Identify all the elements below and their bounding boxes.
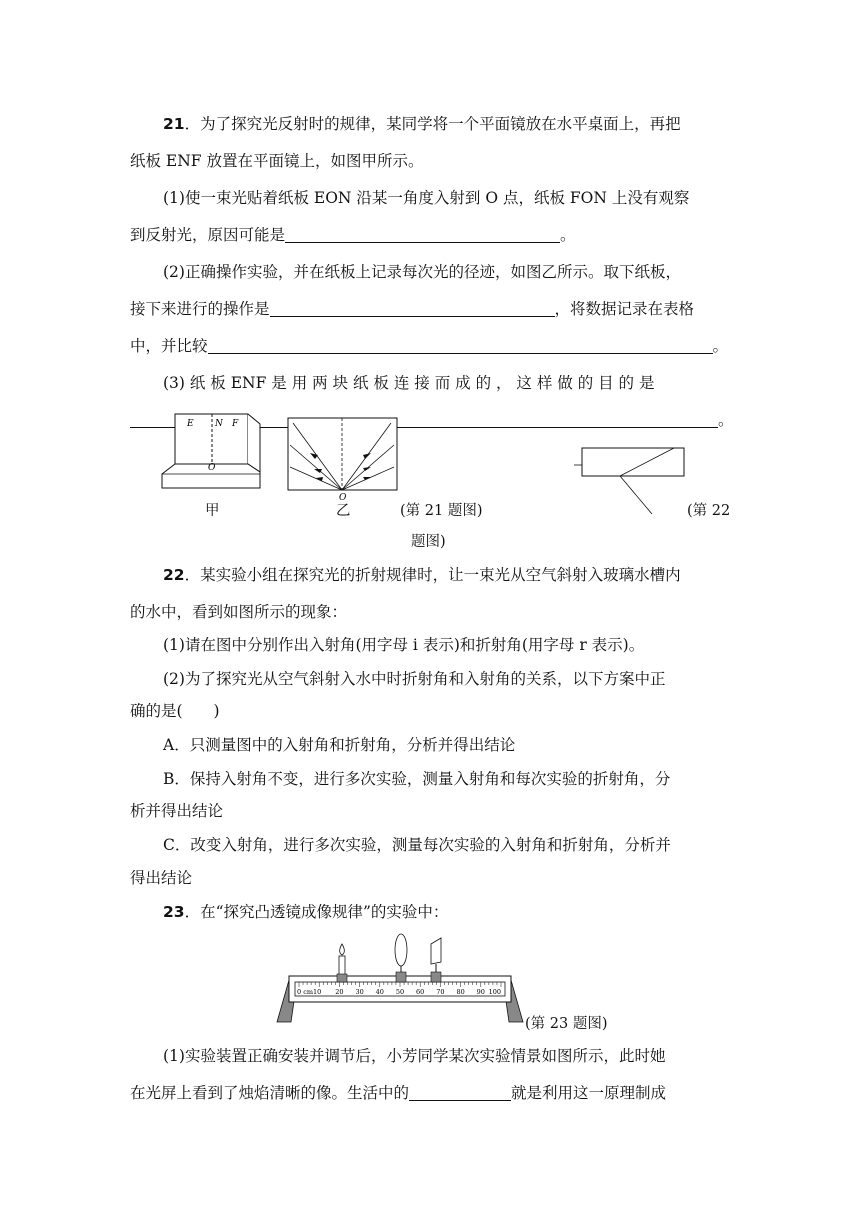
- q22-option-c-line1: C．改变入射角，进行多次实验，测量每次实验的入射角和折射角，分析并: [163, 836, 671, 854]
- q21-part2-line3: 中，并比较 。: [130, 337, 729, 355]
- fig-label-N: N: [215, 419, 223, 429]
- q23-stem: 23．在“探究凸透镜成像规律”的实验中：: [163, 903, 449, 921]
- q22-stem-line2: 的水中，看到如图所示的现象：: [130, 603, 348, 621]
- q21-number: 21: [163, 115, 185, 133]
- q21-stem-line1: 21．为了探究光反射时的规律，某同学将一个平面镜放在水平桌面上，再把: [163, 115, 681, 133]
- fig-label-E: E: [187, 419, 194, 429]
- light-screen: [431, 938, 441, 982]
- fig-21-label-jia: 甲: [205, 503, 220, 519]
- q21-blank-3[interactable]: [208, 335, 713, 354]
- figure-23-optical-bench: [275, 932, 525, 1027]
- fig-label-O-yi: O: [339, 493, 347, 503]
- q21-part1-line1: (1)使一束光贴着纸板 EON 沿某一角度入射到 O 点，纸板 FON 上没有观察: [163, 189, 690, 207]
- q22-number: 22: [163, 566, 185, 584]
- q23-part1-line1: (1)实验装置正确安装并调节后，小芳同学某次实验情景如图所示，此时她: [163, 1047, 666, 1065]
- q23-part1-line2: 在光屏上看到了烛焰清晰的像。生活中的 就是利用这一原理制成: [130, 1084, 667, 1102]
- convex-lens: [395, 934, 407, 982]
- q22-option-b-line1: B．保持入射角不变，进行多次实验，测量入射角和每次实验的折射角，分: [163, 770, 671, 788]
- q22-option-b-line2: 析并得出结论: [130, 802, 224, 820]
- candle: [337, 944, 347, 982]
- fig-22-caption-b: 题图): [411, 534, 446, 550]
- figure-22: [570, 440, 690, 518]
- fig-label-F: F: [232, 419, 239, 429]
- ruler-label: 20: [335, 988, 344, 996]
- q22-option-c-line2: 得出结论: [130, 869, 193, 887]
- ruler-label: 100: [488, 988, 501, 996]
- ruler-label: 70: [436, 988, 445, 996]
- q23-number: 23: [163, 903, 185, 921]
- ruler-label: 80: [456, 988, 465, 996]
- fig-22-caption-a: (第 22: [687, 503, 731, 519]
- fig-23-caption: (第 23 题图): [525, 1016, 608, 1032]
- q21-part2-line2: 接下来进行的操作是 ，将数据记录在表格: [130, 300, 695, 318]
- figure-21-yi: [285, 415, 403, 503]
- q22-stem-line1: 22．某实验小组在探究光的折射规律时，让一束光从空气斜射入玻璃水槽内: [163, 566, 681, 584]
- q23-blank-1[interactable]: [409, 1082, 511, 1101]
- q21-part2-line1: (2)正确操作实验，并在纸板上记录每次光的径迹，如图乙所示。取下纸板，: [163, 263, 681, 281]
- ruler-label: 40: [375, 988, 384, 996]
- fig-21-caption: (第 21 题图): [400, 503, 483, 519]
- fig-21-label-yi: 乙: [336, 503, 351, 519]
- ruler-label: 50: [395, 988, 405, 996]
- fig-label-O-jia: O: [208, 463, 216, 473]
- figure-21-jia: [160, 412, 270, 494]
- q22-part1: (1)请在图中分别作出入射角(用字母 i 表示)和折射角(用字母 r 表示)。: [163, 636, 645, 654]
- q22-option-a: A．只测量图中的入射角和折射角，分析并得出结论: [163, 736, 516, 754]
- ruler-label: 60: [416, 988, 425, 996]
- q22-part2-line2: 确的是( ): [130, 702, 220, 720]
- q21-part3-line2: 。: [130, 408, 734, 430]
- ruler-label: 90: [476, 988, 485, 996]
- q21-stem-line2: 纸板 ENF 放置在平面镜上，如图甲所示。: [130, 152, 424, 170]
- ruler-label: 30: [355, 988, 364, 996]
- q22-part2-line1: (2)为了探究光从空气斜射入水中时折射角和入射角的关系，以下方案中正: [163, 670, 666, 688]
- q21-part3-line1: (3) 纸 板 ENF 是 用 两 块 纸 板 连 接 而 成 的 ， 这 样 做 的 目 的 是: [163, 374, 655, 392]
- ruler-label: 0 cm10: [297, 988, 322, 996]
- q21-part1-line2: 到反射光，原因可能是 。: [130, 226, 576, 244]
- q21-blank-1[interactable]: [285, 224, 560, 243]
- q21-blank-2[interactable]: [270, 298, 555, 317]
